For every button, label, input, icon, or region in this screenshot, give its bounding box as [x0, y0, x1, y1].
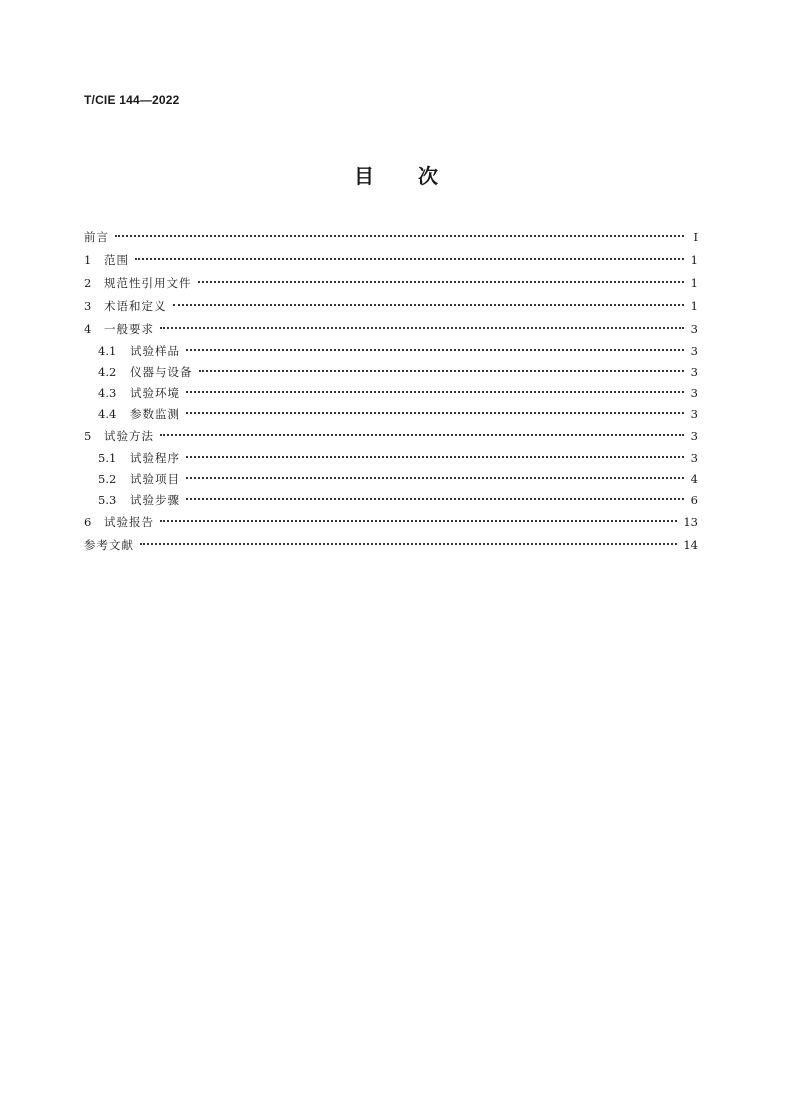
toc-entry-page-number: 3	[690, 386, 698, 400]
toc-entry[interactable]	[84, 534, 698, 557]
toc-entry-label: 仪器与设备	[130, 365, 193, 379]
toc-entry-page-number: 1	[690, 276, 698, 290]
toc-dot-leader	[160, 327, 684, 329]
toc-entry-number: 1	[84, 253, 92, 267]
toc-entry[interactable]	[84, 318, 698, 341]
toc-entry-page-number: 3	[690, 344, 698, 358]
toc-entry[interactable]	[84, 272, 698, 295]
toc-entry-number: 4.3	[98, 386, 117, 400]
toc-entry-page-number: 3	[690, 407, 698, 421]
toc-entry-number: 4.1	[98, 344, 117, 358]
toc-entry-number: 6	[84, 515, 92, 529]
toc-dot-leader	[186, 498, 684, 500]
toc-dot-leader	[186, 412, 684, 414]
toc-dot-leader	[186, 391, 684, 393]
toc-entry[interactable]	[84, 448, 698, 469]
toc-entry-label: 参数监测	[130, 407, 180, 421]
toc-entry-label: 试验环境	[130, 386, 180, 400]
toc-dot-leader	[186, 477, 684, 479]
toc-dot-leader	[198, 281, 685, 283]
toc-title-char-2: 次	[418, 164, 438, 188]
toc-entry[interactable]	[84, 295, 698, 318]
toc-entry-page-number: 3	[690, 322, 698, 336]
toc-entry-page-number: 1	[690, 253, 698, 267]
toc-entry-label: 前言	[84, 230, 109, 244]
toc-entry-page-number: 3	[690, 451, 698, 465]
toc-entry-label: 术语和定义	[104, 299, 167, 313]
toc-dot-leader	[115, 235, 684, 237]
toc-entry-page-number: I	[693, 230, 698, 244]
toc-entry-label: 试验步骤	[130, 493, 180, 507]
toc-entry-number: 3	[84, 299, 92, 313]
toc-entry[interactable]	[84, 341, 698, 362]
toc-entry[interactable]	[84, 404, 698, 425]
toc-entry[interactable]	[84, 469, 698, 490]
toc-entry-label: 试验报告	[104, 515, 154, 529]
table-of-contents	[84, 226, 698, 557]
toc-entry-page-number: 6	[690, 493, 698, 507]
toc-dot-leader	[186, 456, 684, 458]
document-code: T/CIE 144—2022	[84, 93, 180, 107]
toc-entry[interactable]	[84, 425, 698, 448]
toc-entry-number: 5.1	[98, 451, 117, 465]
toc-entry-number: 5	[84, 429, 92, 443]
toc-entry[interactable]	[84, 511, 698, 534]
toc-entry[interactable]	[84, 490, 698, 511]
toc-entry-page-number: 3	[690, 365, 698, 379]
toc-entry-number: 5.3	[98, 493, 117, 507]
toc-entry-page-number: 13	[683, 515, 698, 529]
toc-entry[interactable]	[84, 249, 698, 272]
toc-dot-leader	[135, 258, 684, 260]
toc-dot-leader	[140, 543, 677, 545]
toc-dot-leader	[199, 370, 685, 372]
toc-dot-leader	[160, 434, 684, 436]
toc-title	[0, 160, 792, 189]
toc-entry-label: 范围	[104, 253, 129, 267]
toc-entry-label: 试验程序	[130, 451, 180, 465]
toc-entry-label: 一般要求	[104, 322, 154, 336]
toc-entry-number: 4.4	[98, 407, 117, 421]
toc-entry-label: 规范性引用文件	[104, 276, 192, 290]
toc-title-char-1: 目	[354, 164, 374, 188]
toc-entry-page-number: 4	[690, 472, 698, 486]
toc-entry-page-number: 14	[683, 538, 698, 552]
toc-entry-label: 试验样品	[130, 344, 180, 358]
toc-entry-number: 5.2	[98, 472, 117, 486]
toc-entry-number: 4.2	[98, 365, 117, 379]
toc-entry-number: 2	[84, 276, 92, 290]
toc-dot-leader	[160, 520, 677, 522]
toc-dot-leader	[173, 304, 685, 306]
toc-dot-leader	[186, 349, 684, 351]
toc-entry-label: 参考文献	[84, 538, 134, 552]
toc-entry-page-number: 1	[690, 299, 698, 313]
toc-entry-number: 4	[84, 322, 92, 336]
toc-entry-label: 试验方法	[104, 429, 154, 443]
toc-entry[interactable]	[84, 383, 698, 404]
toc-entry-label: 试验项目	[130, 472, 180, 486]
toc-entry[interactable]	[84, 362, 698, 383]
toc-entry[interactable]	[84, 226, 698, 249]
toc-entry-page-number: 3	[690, 429, 698, 443]
